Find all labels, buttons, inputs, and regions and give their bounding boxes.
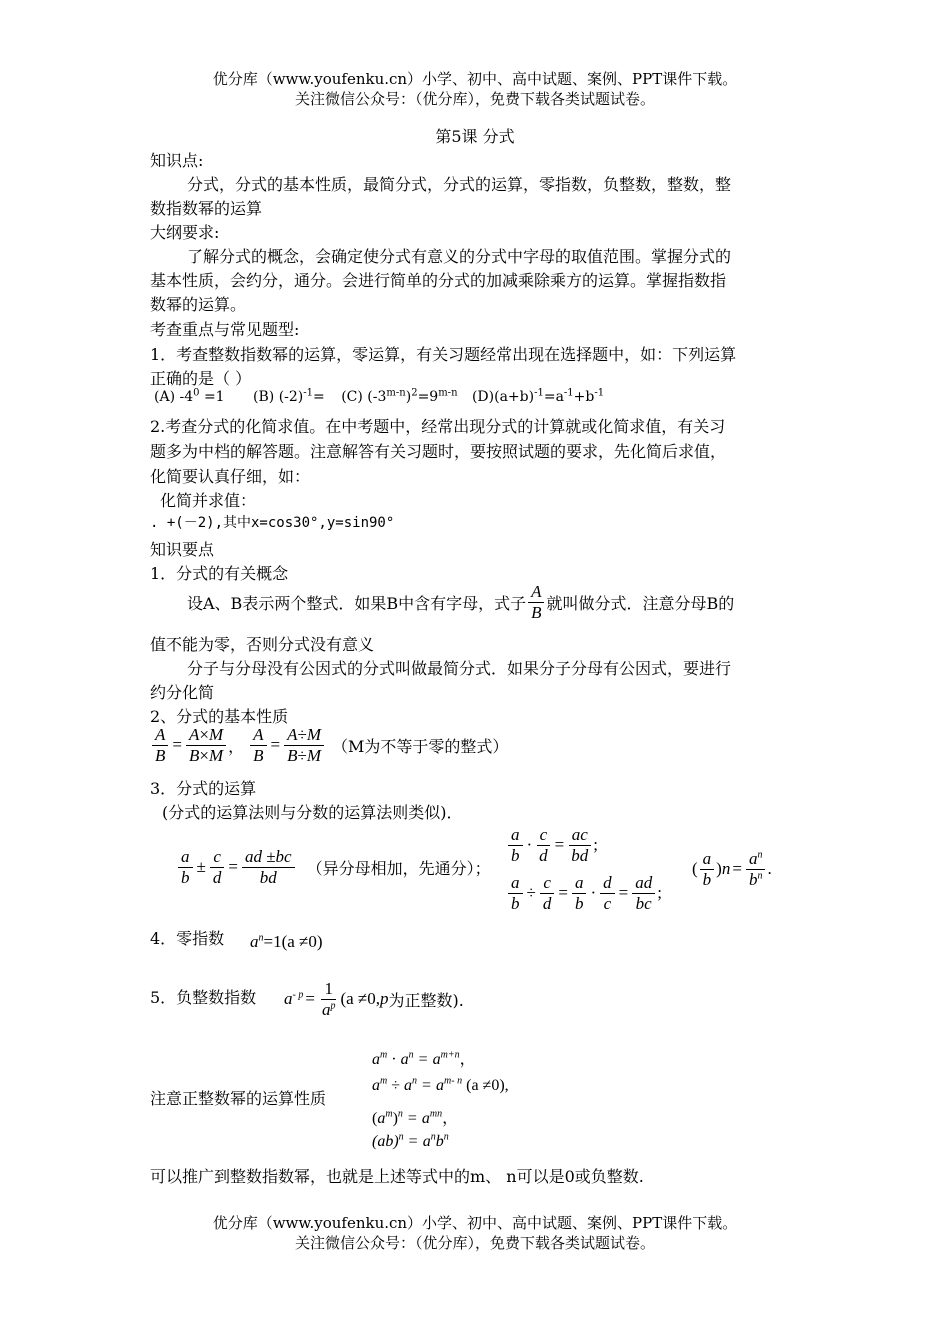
power-rule-4: $(ab)^n = a^nb^n$ [372, 1131, 449, 1150]
section-6-footer: 可以推广到整数指数幂，也就是上述等式中的m、 n可以是0或负整数. [150, 1167, 644, 1186]
add-sub-formula: $\frac{a}{b}$ ± $\frac{c}{d}$ = $\frac{ad \pm bc}{bd}$ （异分母相加，先通分）； [176, 848, 491, 887]
footer-line-2: 关注微信公众号：（优分库），免费下载各类试题试卷。 [294, 1234, 655, 1252]
exam-heading: 考查重点与常见题型: [150, 320, 300, 339]
footer-line-1: 优分库（www.youfenku.cn）小学、初中、高中试题、案例、PPT课件下载。 [212, 1214, 738, 1232]
knowledge-line-1: 分式，分式的基本性质，最简分式，分式的运算，零指数，负整数，整数，整 [187, 175, 732, 194]
option-b: (B) $(-2)^{-1}=$ [253, 387, 325, 405]
section-6-label: 注意正整数幂的运算性质 [150, 1089, 327, 1108]
fraction-adivm-bdivm: $\frac{A\div M}{B\div M}$ [284, 726, 324, 765]
section-1-para-2-line-1: 分子与分母没有公因式的分式叫做最简分式．如果分子分母有公因式，要进行 [187, 659, 732, 678]
exam-q2-line-1: 2.考查分式的化简求值。在中考题中，经常出现分式的计算就或化简求值，有关习 [150, 417, 726, 436]
outline-line-1: 了解分式的概念，会确定使分式有意义的分式中字母的取值范围。掌握分式的 [187, 247, 732, 266]
section-5-title: 5．负整数指数 [150, 988, 257, 1007]
option-d: $(D)(a+b)^{-1}=a^{-1}+b^{-1}$ [471, 387, 605, 405]
exam-q1-line-1: 1．考查整数指数幂的运算，零运算，有关习题经常出现在选择题中，如：下列运算 [150, 345, 737, 364]
option-c: (C) $(-3^{m-n})^2=9^{m-n}$ [341, 387, 458, 405]
section-3-title: 3．分式的运算 [150, 779, 257, 798]
section-3-note: (分式的运算法则与分数的运算法则类似)． [162, 803, 463, 822]
page-title: 第5课 分式 [435, 127, 515, 146]
power-formula: ( $\frac{a}{b}$ ) n = $\frac{a^n}{b^n}$ . [692, 849, 772, 889]
power-rule-2: $a^m \div a^n = a^{m- n}$ (a ≠0), [372, 1075, 509, 1094]
section-1-para-1-line-2: 值不能为零，否则分式没有意义 [150, 635, 375, 654]
fraction-am-bm: $\frac{A\times M}{B\times M}$ [186, 726, 226, 765]
exam-q2-line-2: 题多为中档的解答题。注意解答有关习题时，要按照试题的要求，先化简后求值， [150, 442, 727, 461]
fraction-a-b: $\frac{A}{B}$ [152, 726, 168, 765]
knowledge-line-2: 数指数幂的运算 [150, 199, 263, 218]
power-rule-3: $(a^m)^n = a^{mn}$， [372, 1108, 459, 1127]
section-1-para-2-line-2: 约分化简 [150, 683, 215, 702]
multiply-formula: $\frac{a}{b}$ · $\frac{c}{d}$ = $\frac{ac}{bd}$ ; [506, 826, 598, 865]
outline-line-3: 数幂的运算。 [150, 295, 247, 314]
power-rule-1: $a^m \cdot a^n = a^{m+n}$， [372, 1049, 476, 1068]
negative-exponent-formula: $a^{- p}$ = $\frac{1}{a^p}$ (a ≠0, p 为正整数). [284, 979, 464, 1019]
exam-q1-options [154, 389, 604, 405]
points-heading: 知识要点 [150, 540, 215, 559]
outline-heading: 大纲要求: [150, 223, 220, 242]
zero-exponent-formula: $a^n=1(a \ne 0)$ [250, 932, 323, 951]
knowledge-heading: 知识点: [150, 151, 204, 170]
section-1-title: 1．分式的有关概念 [150, 564, 289, 583]
basic-property-formula: $\frac{A}{B}$ = $\frac{A\times M}{B\times M}$ ， $\frac{A}{B}$ = $\frac{A\div M}{B\div M}$ （M为不等于零的整式） [150, 726, 508, 765]
section-4-title: 4．零指数 [150, 929, 225, 948]
exam-q2-line-4: 化简并求值： [160, 491, 257, 510]
section-1-para-1: 设A、B表示两个整式．如果B中含有字母，式子 $\frac{A}{B}$ 就叫做分式．注意分母B的 [187, 582, 735, 622]
exam-q2-line-5: . +(－2),其中x=cos30°,y=sin90° [150, 515, 395, 531]
outline-line-2: 基本性质，会约分，通分。会进行简单的分式的加减乘除乘方的运算。掌握指数指 [150, 271, 727, 290]
option-a: (A) $-4^0 =1$ [154, 387, 225, 405]
divide-formula: $\frac{a}{b}$ ÷ $\frac{c}{d}$ = $\frac{a}{b}$ · $\frac{d}{c}$ = $\frac{ad}{bc}$ ; [506, 874, 662, 913]
fraction-a-over-b: $\frac{A}{B}$ [528, 583, 544, 622]
fraction-a-b-2: $\frac{A}{B}$ [250, 726, 266, 765]
header-line-2: 关注微信公众号：（优分库），免费下载各类试题试卷。 [294, 90, 655, 108]
exam-q1-line-2: 正确的是（ ） [150, 369, 252, 388]
exam-q2-line-3: 化简要认真仔细，如： [150, 467, 311, 486]
section-2-title: 2、分式的基本性质 [150, 707, 289, 726]
header-line-1: 优分库（www.youfenku.cn）小学、初中、高中试题、案例、PPT课件下载。 [212, 70, 738, 88]
